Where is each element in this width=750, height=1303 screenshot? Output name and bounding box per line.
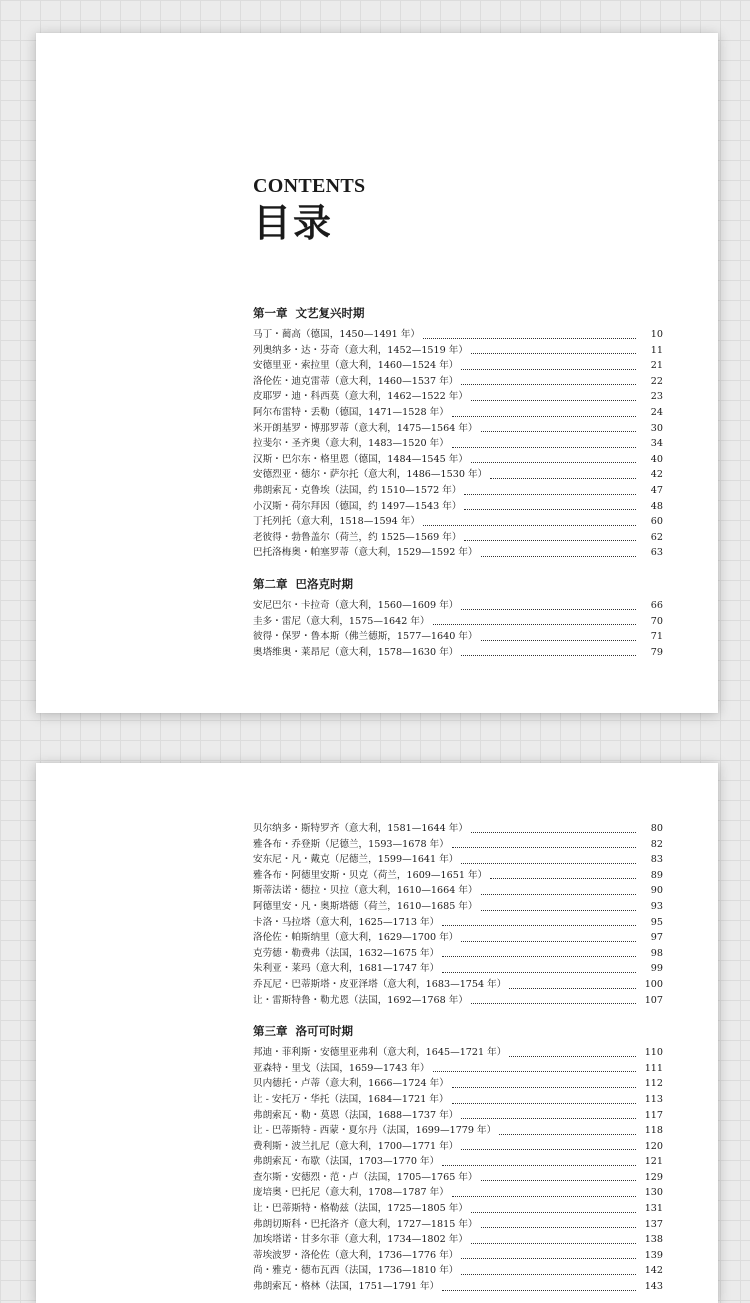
entry-title: 弗朗索瓦・克鲁埃（法国，约 1510—1572 年） xyxy=(253,484,462,496)
entry-page-number: 62 xyxy=(650,531,663,543)
entry-title: 亚森特・里戈（法国，1659—1743 年） xyxy=(253,1062,430,1074)
toc-entry[interactable] xyxy=(253,899,663,915)
toc-entry[interactable] xyxy=(253,614,663,630)
entry-page-number: 111 xyxy=(644,1062,663,1074)
entry-title: 老彼得・勃鲁盖尔（荷兰，约 1525—1569 年） xyxy=(253,531,462,543)
entry-title: 让・巴蒂斯特・格勒兹（法国，1725—1805 年） xyxy=(253,1203,468,1215)
dot-leader xyxy=(461,655,636,656)
entry-page-number: 117 xyxy=(644,1109,663,1121)
toc-entry[interactable] xyxy=(253,358,663,374)
dot-leader xyxy=(471,1243,636,1244)
title-english: CONTENTS xyxy=(253,175,366,197)
toc-entry[interactable] xyxy=(253,514,663,530)
toc-entry[interactable] xyxy=(253,821,663,837)
dot-leader xyxy=(423,338,636,339)
entry-title: 尚・雅克・德布瓦西（法国，1736—1810 年） xyxy=(253,1265,459,1277)
toc-entry[interactable] xyxy=(253,645,663,661)
dot-leader xyxy=(452,1087,636,1088)
entry-page-number: 139 xyxy=(644,1249,663,1261)
dot-leader xyxy=(442,956,636,957)
entry-title: 雅各布・乔登斯（尼德兰，1593—1678 年） xyxy=(253,838,449,850)
entry-title: 洛伦佐・迪克雷蒂（意大利，1460—1537 年） xyxy=(253,375,459,387)
entry-page-number: 63 xyxy=(650,547,663,559)
entry-title: 奥塔维奥・莱昂尼（意大利，1578—1630 年） xyxy=(253,646,459,658)
entry-page-number: 120 xyxy=(644,1140,663,1152)
entry-title: 拉斐尔・圣齐奥（意大利，1483—1520 年） xyxy=(253,438,449,450)
dot-leader xyxy=(461,941,636,942)
dot-leader xyxy=(461,1274,636,1275)
dot-leader xyxy=(471,400,636,401)
toc-entry[interactable] xyxy=(253,629,663,645)
entry-page-number: 143 xyxy=(644,1281,663,1293)
dot-leader xyxy=(452,447,636,448)
entry-page-number: 95 xyxy=(650,916,663,928)
entry-title: 费利斯・波兰扎尼（意大利，1700—1771 年） xyxy=(253,1140,459,1152)
toc-entry[interactable] xyxy=(253,374,663,390)
entry-title: 朱利亚・莱玛（意大利，1681—1747 年） xyxy=(253,963,440,975)
entry-page-number: 10 xyxy=(650,329,663,340)
entry-page-number: 142 xyxy=(644,1265,663,1277)
entry-page-number: 24 xyxy=(650,406,663,418)
toc-entry[interactable] xyxy=(253,545,663,561)
entry-page-number: 79 xyxy=(650,646,663,658)
toc-entry[interactable] xyxy=(253,499,663,515)
entry-page-number: 11 xyxy=(650,344,663,356)
dot-leader xyxy=(452,1103,636,1104)
toc-entry[interactable] xyxy=(253,1248,663,1264)
entry-title: 让 - 安托万・华托（法国，1684—1721 年） xyxy=(253,1093,449,1105)
dot-leader xyxy=(464,494,636,495)
entry-page-number: 22 xyxy=(650,375,663,387)
toc-entry[interactable] xyxy=(253,452,663,468)
toc-entry[interactable] xyxy=(253,530,663,546)
dot-leader xyxy=(481,431,636,432)
entry-page-number: 48 xyxy=(650,500,663,512)
entry-title: 安德烈亚・德尔・萨尔托（意大利，1486—1530 年） xyxy=(253,469,488,481)
entry-title: 列奥纳多・达・芬奇（意大利，1452—1519 年） xyxy=(253,344,468,356)
dot-leader xyxy=(481,1180,636,1181)
dot-leader xyxy=(490,878,636,879)
toc-entry[interactable] xyxy=(253,327,663,343)
entry-title: 雅各布・阿德里安斯・贝克（荷兰，1609—1651 年） xyxy=(253,869,488,881)
dot-leader xyxy=(481,894,636,895)
title-chinese: 目录 xyxy=(253,201,334,245)
toc-page-1 xyxy=(36,33,718,713)
entry-page-number: 80 xyxy=(650,823,663,834)
entry-page-number: 137 xyxy=(644,1218,663,1230)
toc-entry[interactable] xyxy=(253,1139,663,1155)
entry-page-number: 30 xyxy=(650,422,663,434)
entry-title: 安东尼・凡・戴克（尼德兰，1599—1641 年） xyxy=(253,854,459,866)
entry-title: 米开朗基罗・博那罗蒂（意大利，1475—1564 年） xyxy=(253,422,478,434)
entry-page-number: 47 xyxy=(650,484,663,496)
dot-leader xyxy=(464,540,636,541)
toc-entry[interactable] xyxy=(253,483,663,499)
entry-page-number: 100 xyxy=(644,978,663,990)
chapter-heading: 第三章 洛可可时期 xyxy=(253,1024,354,1039)
toc-entry[interactable] xyxy=(253,961,663,977)
entry-page-number: 98 xyxy=(650,947,663,959)
entry-title: 克劳德・勒费弗（法国，1632—1675 年） xyxy=(253,947,440,959)
entry-page-number: 42 xyxy=(650,469,663,481)
toc-entry[interactable] xyxy=(253,1076,663,1092)
toc-entry[interactable] xyxy=(253,1092,663,1108)
dot-leader xyxy=(461,863,636,864)
entry-page-number: 138 xyxy=(644,1234,663,1246)
dot-leader xyxy=(461,369,636,370)
entry-page-number: 99 xyxy=(650,963,663,975)
entry-page-number: 83 xyxy=(650,854,663,866)
dot-leader xyxy=(452,1196,636,1197)
toc-entry[interactable] xyxy=(253,930,663,946)
entry-title: 让・雷斯特鲁・勒尤恩（法国，1692—1768 年） xyxy=(253,994,468,1006)
toc-entry[interactable] xyxy=(253,389,663,405)
toc-entry[interactable] xyxy=(253,1201,663,1217)
dot-leader xyxy=(461,384,636,385)
entry-page-number: 66 xyxy=(650,599,663,611)
entry-page-number: 93 xyxy=(650,900,663,912)
entry-title: 丁托列托（意大利，1518—1594 年） xyxy=(253,516,421,528)
toc-entry[interactable] xyxy=(253,1154,663,1170)
dot-leader xyxy=(481,556,636,557)
dot-leader xyxy=(464,509,636,510)
toc-entry[interactable] xyxy=(253,1108,663,1124)
entry-title: 斯蒂法诺・德拉・贝拉（意大利，1610—1664 年） xyxy=(253,885,478,897)
toc-entry[interactable] xyxy=(253,1061,663,1077)
entry-title: 洛伦佐・帕斯纳里（意大利，1629—1700 年） xyxy=(253,932,459,944)
dot-leader xyxy=(442,1165,636,1166)
entry-title: 皮耶罗・迪・科西莫（意大利，1462—1522 年） xyxy=(253,391,468,403)
entry-page-number: 34 xyxy=(650,438,663,450)
chapter-heading: 第二章 巴洛克时期 xyxy=(253,576,354,591)
entry-title: 贝内德托・卢蒂（意大利，1666—1724 年） xyxy=(253,1078,449,1090)
dot-leader xyxy=(481,640,636,641)
dot-leader xyxy=(471,1212,636,1213)
dot-leader xyxy=(471,1003,636,1004)
toc-entry[interactable] xyxy=(253,598,663,614)
entry-title: 阿尔布雷特・丢勒（德国，1471—1528 年） xyxy=(253,406,449,418)
toc-entry[interactable] xyxy=(253,421,663,437)
toc-entry[interactable] xyxy=(253,837,663,853)
dot-leader xyxy=(481,910,636,911)
entry-title: 乔瓦尼・巴蒂斯塔・皮亚泽塔（意大利，1683—1754 年） xyxy=(253,978,507,990)
toc-entry[interactable] xyxy=(253,1232,663,1248)
entry-title: 庞培奥・巴托尼（意大利，1708—1787 年） xyxy=(253,1187,449,1199)
entry-page-number: 129 xyxy=(644,1171,663,1183)
toc-entry[interactable] xyxy=(253,946,663,962)
entry-title: 安尼巴尔・卡拉奇（意大利，1560—1609 年） xyxy=(253,599,459,611)
entry-page-number: 90 xyxy=(650,885,663,897)
toc-entry[interactable] xyxy=(253,883,663,899)
dot-leader xyxy=(461,1258,636,1259)
entry-page-number: 97 xyxy=(650,932,663,944)
toc-entry[interactable] xyxy=(253,1263,663,1279)
entry-title: 圭多・雷尼（意大利，1575—1642 年） xyxy=(253,615,430,627)
toc-entry[interactable] xyxy=(253,852,663,868)
dot-leader xyxy=(471,462,636,463)
entry-page-number: 89 xyxy=(650,869,663,881)
entry-title: 彼得・保罗・鲁本斯（佛兰德斯，1577—1640 年） xyxy=(253,631,478,643)
entry-page-number: 130 xyxy=(644,1187,663,1199)
dot-leader xyxy=(442,972,636,973)
entry-title: 巴托洛梅奥・帕塞罗蒂（意大利，1529—1592 年） xyxy=(253,547,478,559)
entry-page-number: 21 xyxy=(650,360,663,372)
toc-list xyxy=(253,303,663,660)
dot-leader xyxy=(490,478,636,479)
toc-entry[interactable] xyxy=(253,868,663,884)
entry-title: 贝尔纳多・斯特罗齐（意大利，1581—1644 年） xyxy=(253,823,468,834)
dot-leader xyxy=(461,609,636,610)
entry-page-number: 131 xyxy=(644,1203,663,1215)
entry-title: 安德里亚・索拉里（意大利，1460—1524 年） xyxy=(253,360,459,372)
entry-title: 马丁・蔺高（德国，1450—1491 年） xyxy=(253,329,421,340)
entry-title: 让 - 巴蒂斯特 - 西蒙・夏尔丹（法国，1699—1779 年） xyxy=(253,1125,497,1137)
dot-leader xyxy=(433,624,636,625)
dot-leader xyxy=(509,1056,636,1057)
toc-entry[interactable] xyxy=(253,1185,663,1201)
toc-entry[interactable] xyxy=(253,1170,663,1186)
entry-page-number: 110 xyxy=(644,1047,663,1059)
entry-title: 弗朗切斯科・巴托洛齐（意大利，1727—1815 年） xyxy=(253,1218,478,1230)
dot-leader xyxy=(499,1134,636,1135)
dot-leader xyxy=(471,832,636,833)
toc-entry[interactable] xyxy=(253,467,663,483)
toc-entry[interactable] xyxy=(253,343,663,359)
entry-title: 汉斯・巴尔东・格里恩（德国，1484—1545 年） xyxy=(253,453,468,465)
entry-page-number: 118 xyxy=(644,1125,663,1137)
entry-title: 弗朗索瓦・勒・莫恩（法国，1688—1737 年） xyxy=(253,1109,459,1121)
toc-entry[interactable] xyxy=(253,993,663,1009)
dot-leader xyxy=(471,353,636,354)
dot-leader xyxy=(452,416,636,417)
toc-entry[interactable] xyxy=(253,1217,663,1233)
entry-title: 卡洛・马拉塔（意大利，1625—1713 年） xyxy=(253,916,440,928)
toc-entry[interactable] xyxy=(253,1045,663,1061)
dot-leader xyxy=(509,988,636,989)
dot-leader xyxy=(442,1290,636,1291)
dot-leader xyxy=(452,847,636,848)
entry-page-number: 82 xyxy=(650,838,663,850)
toc-entry[interactable] xyxy=(253,1279,663,1295)
toc-list xyxy=(253,821,663,1295)
entry-title: 弗朗索瓦・格林（法国，1751—1791 年） xyxy=(253,1281,440,1293)
entry-page-number: 60 xyxy=(650,516,663,528)
toc-entry[interactable] xyxy=(253,915,663,931)
entry-page-number: 71 xyxy=(650,631,663,643)
dot-leader xyxy=(461,1118,636,1119)
dot-leader xyxy=(461,1149,636,1150)
entry-page-number: 23 xyxy=(650,391,663,403)
dot-leader xyxy=(433,1071,636,1072)
entry-title: 阿德里安・凡・奥斯塔德（荷兰，1610—1685 年） xyxy=(253,900,478,912)
dot-leader xyxy=(423,525,636,526)
entry-page-number: 70 xyxy=(650,615,663,627)
entry-page-number: 40 xyxy=(650,453,663,465)
dot-leader xyxy=(481,1227,636,1228)
toc-entry[interactable] xyxy=(253,977,663,993)
toc-entry[interactable] xyxy=(253,436,663,452)
toc-entry[interactable] xyxy=(253,1123,663,1139)
entry-page-number: 113 xyxy=(644,1093,663,1105)
entry-page-number: 112 xyxy=(644,1078,663,1090)
entry-page-number: 121 xyxy=(644,1156,663,1168)
chapter-heading: 第一章 文艺复兴时期 xyxy=(253,306,365,320)
entry-title: 加埃塔诺・甘多尔菲（意大利，1734—1802 年） xyxy=(253,1234,468,1246)
entry-page-number: 107 xyxy=(644,994,663,1006)
entry-title: 弗朗索瓦・布歇（法国，1703—1770 年） xyxy=(253,1156,440,1168)
toc-entry[interactable] xyxy=(253,405,663,421)
entry-title: 邦迪・菲利斯・安德里亚弗利（意大利，1645—1721 年） xyxy=(253,1047,507,1059)
entry-title: 蒂埃波罗・洛伦佐（意大利，1736—1776 年） xyxy=(253,1249,459,1261)
entry-title: 查尔斯・安德烈・范・卢（法国，1705—1765 年） xyxy=(253,1171,478,1183)
dot-leader xyxy=(442,925,636,926)
entry-title: 小汉斯・荷尔拜因（德国，约 1497—1543 年） xyxy=(253,500,462,512)
toc-page-2 xyxy=(36,763,718,1303)
